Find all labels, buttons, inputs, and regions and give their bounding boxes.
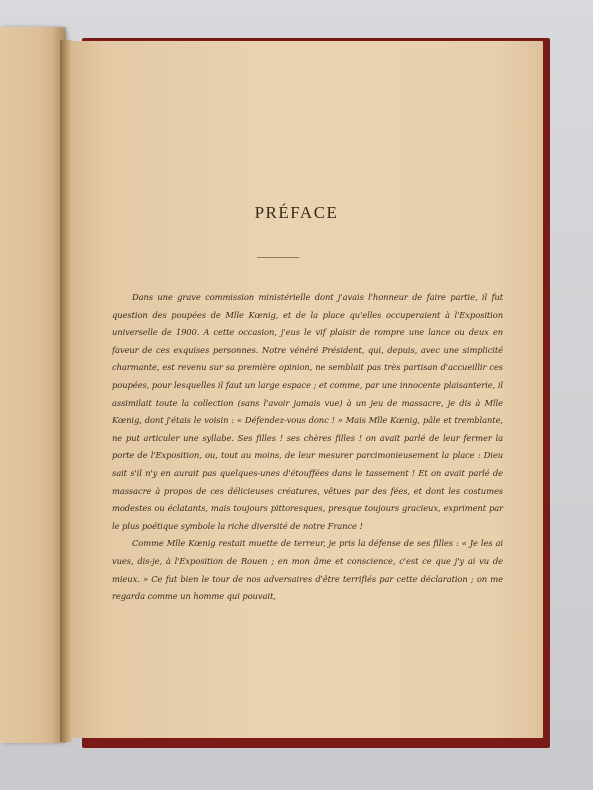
page-title: PRÉFACE [254,203,339,222]
book-gutter [60,40,72,742]
preface-text [112,289,503,606]
left-page [0,27,66,743]
paragraph-1: Dans une grave commission ministérielle dont j'avais l'honneur de faire partie, il fut question des poupées de Mlle Kœnig, et de la place qu'elles occuperaient à l'Exposition universelle de 1900. A cette occasion, j'eus le vif plaisir de rompre une lance ou deux en faveur de ces exquises personnes. Notre vénéré Président, qui, depuis, avec une simplicité charmante, est revenu sur sa première opinion, ne semblait pas très partisan d'accueillir ces poupées, pour lesquelles il faut un large espace ; et comme, par une innocente plaisanterie, il assimilait toute la collection (sans l'avoir jamais vue) à un jeu de massacre, je dis à Mlle Kœnig, dont j'étais le voisin : « Défendez-vous donc ! » Mais Mlle Kœnig, pâle et tremblante, ne put articuler une syllabe. Ses filles ! ses chères filles ! on avait parlé de leur fermer la porte de l'Exposition, ou, tout au moins, de leur mesurer parcimonieusement la place : Dieu sait s'il n'y en aurait pas quelques-unes d'étouffées dans le tassement ! Et on avait parlé de massacre à propos de ces délicieuses créatures, vêtues par des fées, et dont les costumes modestes ou éclatants, mais toujours pittoresques, presque toujours gracieux, expriment par le plus poétique symbole la riche diversité de notre France ! [112,292,503,531]
paragraph-2: Comme Mlle Kœnig restait muette de terreur, je pris la défense de ses filles : « Je les ai vues, dis-je, à l'Exposition de Rouen ; en mon âme et conscience, c'est ce que j'y ai vu de mieux. » Ce fut bien le tour de nos adversaires d'être terrifiés par cette déclaration ; on me regarda comme un homme qui pouvait, [112,538,503,602]
title-divider [257,257,299,258]
